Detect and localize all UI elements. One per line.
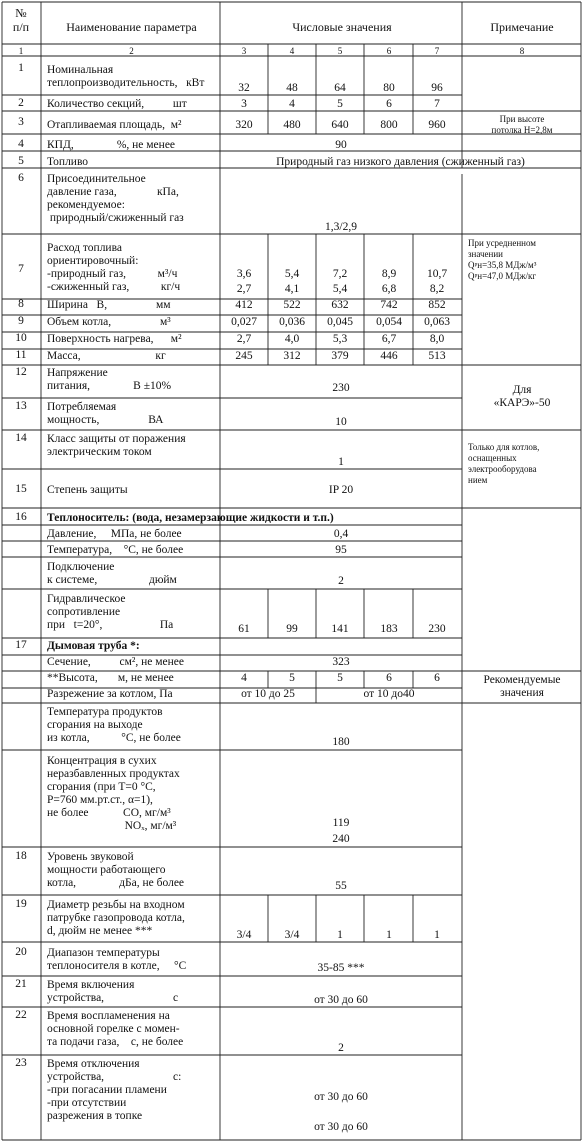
col-number: 3: [241, 46, 247, 56]
value-cell: 513: [428, 350, 446, 362]
value-cell: 0,036: [279, 316, 305, 328]
value-cell: 240: [332, 833, 350, 845]
value-cell: 446: [380, 350, 398, 362]
row-number: 16: [15, 511, 27, 523]
value-cell: 4,0: [284, 333, 300, 345]
value-cell: 4: [289, 98, 295, 110]
row-number: 4: [18, 138, 24, 150]
row-number: 18: [15, 850, 27, 862]
value-cell: 960: [428, 119, 446, 131]
param-name: Количество секций, шт: [47, 98, 187, 110]
value-cell: 3/4: [236, 929, 252, 941]
row-number: 14: [15, 432, 27, 444]
param-name: Ширина В, мм: [47, 299, 171, 311]
value-cell: 480: [283, 119, 301, 131]
value-cell: 119: [332, 817, 350, 829]
value-cell: 4,1: [284, 283, 300, 295]
param-name: Расход топлива ориентировочный: -природный газ, м³/ч -сжиженный газ, кг/ч: [47, 242, 181, 293]
value-cell: 1: [338, 456, 344, 468]
value-cell: 6,7: [381, 333, 397, 345]
value-cell: 3,6: [236, 268, 252, 280]
row-number: 22: [15, 1009, 27, 1021]
value-cell: 1: [386, 929, 392, 941]
value-cell: 5,4: [284, 268, 300, 280]
value-cell: 1: [434, 929, 440, 941]
section-title: Дымовая труба *:: [47, 640, 140, 652]
value-cell: 7,2: [332, 268, 348, 280]
value-cell: 183: [380, 623, 398, 635]
value-cell: 2,7: [236, 333, 252, 345]
value-cell: 1: [337, 929, 343, 941]
value-cell: 0,063: [424, 316, 450, 328]
row-number: 5: [18, 155, 24, 167]
value-cell: 7: [434, 98, 440, 110]
value-cell: 141: [331, 623, 349, 635]
param-name: Гидравлическое сопротивление при t=20°, Па: [47, 593, 174, 631]
col-number: 1: [18, 46, 24, 56]
value-cell: IP 20: [328, 484, 354, 496]
value-cell: 312: [283, 350, 301, 362]
value-cell: 96: [431, 82, 443, 94]
row-number: 8: [18, 298, 24, 310]
value-cell: от 10 до40: [363, 688, 415, 700]
value-cell: 0,045: [327, 316, 353, 328]
value-cell: 0,4: [333, 528, 349, 540]
param-name: Масса, кг: [47, 350, 166, 362]
row-number: 23: [15, 1057, 27, 1069]
col-number: 8: [519, 46, 525, 56]
value-cell: 5: [289, 672, 295, 684]
value-cell: 230: [428, 623, 446, 635]
value-cell: 323: [332, 656, 350, 668]
row-number: 10: [15, 332, 27, 344]
value-cell: 632: [331, 299, 349, 311]
note-cell: Рекомендуемые значения: [483, 674, 561, 699]
value-cell: 1,3/2,9: [325, 221, 357, 233]
value-cell: 800: [380, 119, 398, 131]
col-number: 4: [289, 46, 295, 56]
param-name: Потребляемая мощность, ВА: [47, 401, 164, 426]
value-cell: 32: [238, 82, 250, 94]
value-cell: 0,027: [231, 316, 257, 328]
value-cell: 2: [338, 575, 344, 587]
row-number: 21: [15, 978, 27, 990]
value-cell: от 30 до 60: [314, 1121, 368, 1133]
value-cell: 5,4: [332, 283, 348, 295]
header-name: Наименование параметра: [66, 20, 197, 34]
param-name: Температура продуктов сгорания на выходе из котла, °С, не более: [47, 706, 181, 744]
value-cell: 2: [338, 1042, 344, 1054]
value-cell: 4: [241, 672, 247, 684]
value-cell: 48: [286, 82, 298, 94]
row-number: 19: [15, 898, 27, 910]
value-cell: 379: [331, 350, 349, 362]
value-cell: 8,0: [429, 333, 445, 345]
param-name: Концентрация в сухих неразбавленных продуктах сгорания (при Т=0 °С, Р=760 мм.рт.ст., α=1), не более СО, мг/м³ NOₓ, мг/м³: [47, 755, 180, 832]
value-cell: 64: [334, 82, 346, 94]
param-name: Время отключения устройства, с: -при погасании пламени -при отсутствии разрежения в топке: [47, 1058, 182, 1122]
value-cell: 6: [386, 98, 392, 110]
header-values: Числовые значения: [292, 20, 392, 34]
header-num: № п/п: [12, 6, 30, 34]
param-name: Температура, °С, не более: [47, 544, 184, 556]
row-number: 20: [15, 946, 27, 958]
param-name: Время воспламенения на основной горелке с момен- та подачи газа, с, не более: [47, 1010, 184, 1048]
section-title: Теплоноситель: (вода, незамерзающие жидкости и т.п.): [47, 512, 334, 524]
value-cell: 6,8: [381, 283, 397, 295]
param-name: КПД, %, не менее: [47, 139, 176, 151]
row-number: 1: [18, 62, 24, 74]
value-cell: 80: [383, 82, 395, 94]
param-name: Разрежение за котлом, Па: [47, 688, 173, 700]
value-cell: Природный газ низкого давления (сжиженный газ): [276, 156, 525, 168]
value-cell: 90: [335, 139, 347, 151]
value-cell: 3: [241, 98, 247, 110]
row-number: 9: [18, 315, 24, 327]
value-cell: 5,3: [332, 333, 348, 345]
value-cell: 8,2: [429, 283, 445, 295]
param-name: Класс защиты от поражения электрическим током: [47, 433, 186, 458]
param-name: Объем котла, м³: [47, 316, 171, 328]
row-number: 17: [15, 639, 27, 651]
value-cell: 5: [337, 98, 343, 110]
param-name: Давление, МПа, не более: [47, 528, 182, 540]
value-cell: 180: [332, 736, 350, 748]
value-cell: от 30 до 60: [314, 1091, 368, 1103]
param-name: Степень защиты: [47, 484, 128, 496]
col-number: 6: [386, 46, 392, 56]
row-number: 11: [15, 349, 27, 361]
value-cell: 55: [335, 880, 347, 892]
col-number: 2: [129, 46, 134, 56]
value-cell: 640: [331, 119, 349, 131]
value-cell: 99: [286, 623, 298, 635]
param-name: Номинальная теплопроизводительность, кВт: [47, 64, 205, 89]
value-cell: 245: [235, 350, 253, 362]
row-number: 7: [18, 263, 24, 275]
row-number: 13: [15, 400, 27, 412]
value-cell: 61: [238, 623, 250, 635]
col-number: 5: [337, 46, 343, 56]
value-cell: 230: [332, 382, 350, 394]
note-cell: При высоте потолка Н=2,8м: [491, 114, 553, 135]
row-number: 6: [18, 172, 24, 184]
note-cell: Только для котлов, оснащенных электрооборудова нием: [468, 442, 540, 485]
param-name: Отапливаемая площадь, м²: [47, 119, 182, 131]
row-number: 15: [15, 483, 27, 495]
header-note: Примечание: [490, 20, 554, 34]
value-cell: 522: [283, 299, 301, 311]
param-name: Топливо: [47, 156, 89, 168]
col-number: 7: [434, 46, 440, 56]
value-cell: 412: [235, 299, 253, 311]
value-cell: 3/4: [284, 929, 300, 941]
value-cell: 10,7: [426, 268, 448, 280]
value-cell: 0,054: [376, 316, 402, 328]
value-cell: 6: [386, 672, 392, 684]
param-name: Напряжение питания, В ±10%: [47, 367, 172, 392]
value-cell: 742: [380, 299, 398, 311]
param-name: Подключение к системе, дюйм: [47, 561, 177, 586]
value-cell: от 30 до 60: [314, 994, 368, 1006]
value-cell: 2,7: [236, 283, 252, 295]
row-number: 2: [18, 97, 24, 109]
note-cell: Для «КАРЭ»-50: [493, 384, 551, 409]
param-name: Диапазон температуры теплоносителя в котле, °С: [47, 947, 187, 972]
value-cell: 320: [235, 119, 253, 131]
value-cell: 35-85 ***: [317, 962, 365, 974]
param-name: **Высота, м, не менее: [47, 672, 174, 684]
param-name: Время включения устройства, с: [47, 979, 179, 1004]
param-name: Сечение, см², не менее: [47, 656, 185, 668]
value-cell: 852: [428, 299, 446, 311]
note-cell: При усредненном значении Qᵖн=35,8 МДж/м³ Qᵖн=47,0 МДж/кг: [468, 238, 537, 281]
row-number: 12: [15, 366, 27, 378]
param-name: Диаметр резьбы на входном патрубке газопровода котла, d, дюйм не менее ***: [47, 899, 185, 937]
param-name: Поверхность нагрева, м²: [47, 333, 182, 345]
value-cell: от 10 до 25: [241, 688, 295, 700]
param-name: Присоединительное давление газа, кПа, рекомендуемое: природный/сжиженный газ: [47, 173, 184, 224]
row-number: 3: [18, 116, 24, 128]
value-cell: 95: [335, 544, 347, 556]
value-cell: 5: [337, 672, 343, 684]
value-cell: 6: [434, 672, 440, 684]
param-name: Уровень звуковой мощности работающего котла, дБа, не более: [47, 851, 185, 889]
value-cell: 10: [335, 416, 347, 428]
value-cell: 8,9: [381, 268, 397, 280]
